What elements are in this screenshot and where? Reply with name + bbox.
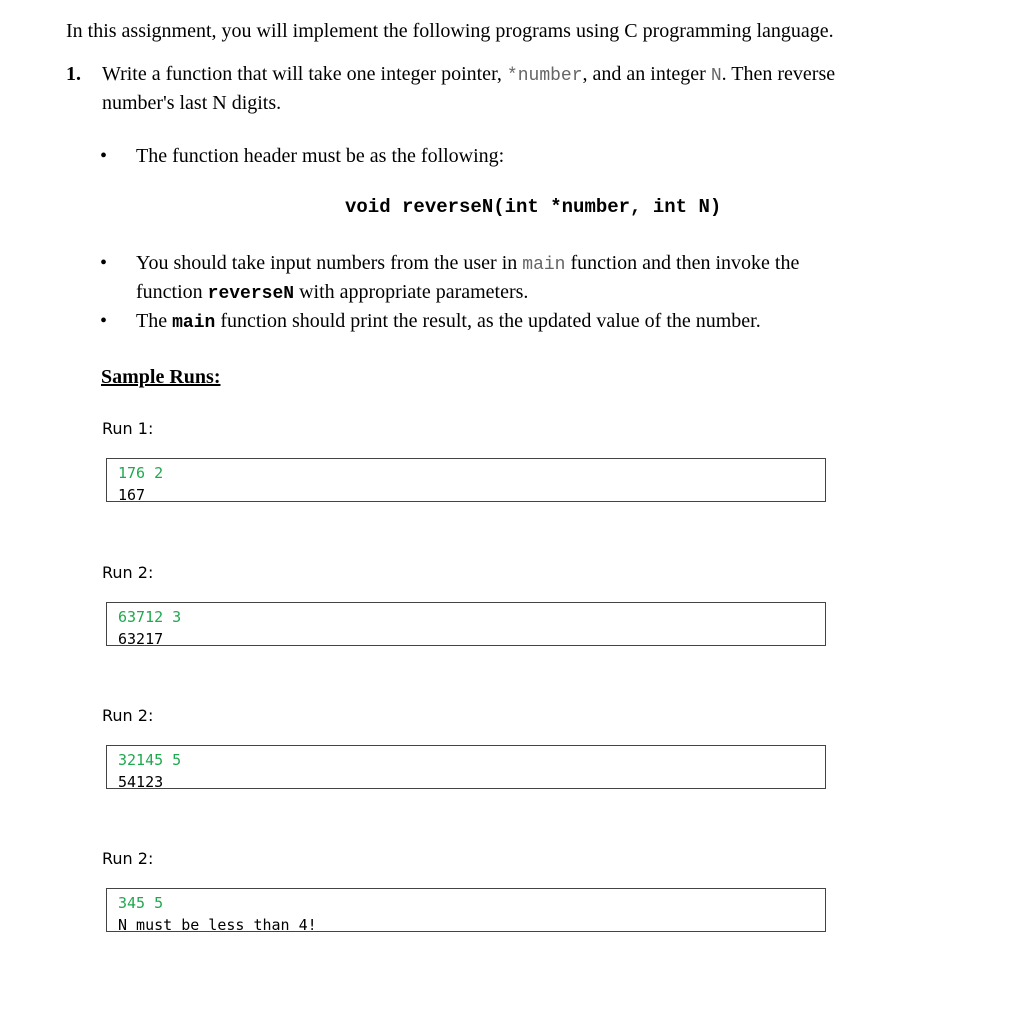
run-2-input: 63712 3 (118, 608, 182, 626)
bullet-3-text-2: function should print the result, as the updated value of the number. (215, 310, 761, 332)
run-3-input: 32145 5 (118, 751, 182, 769)
bullet-3-marker: • (100, 310, 108, 332)
run-4-output: N must be less than 4! (118, 916, 317, 934)
intro-text: In this assignment, you will implement the following programs using C programming language. (66, 20, 834, 42)
bullet-3-text-1: The (136, 310, 173, 332)
sample-runs-title: Sample Runs: (101, 366, 221, 388)
run-2-output: 63217 (118, 630, 164, 648)
task-text-3: . Then reverse (721, 63, 836, 85)
bullet-1-marker: • (100, 145, 108, 167)
bullet-3-line (136, 307, 761, 338)
run-1-output: 167 (118, 486, 146, 504)
run-1-box (106, 458, 826, 502)
task-line-1 (102, 60, 835, 91)
code-n: N (710, 66, 722, 86)
bullet-2-text-4: with appropriate parameters. (294, 281, 529, 303)
run-4-label: Run 2: (102, 849, 154, 868)
run-1-label: Run 1: (102, 419, 154, 438)
bullet-2-text-1: You should take input numbers from the user in (136, 252, 523, 274)
run-2-label: Run 2: (102, 563, 154, 582)
bullet-1-text: The function header must be as the following: (136, 145, 505, 167)
bullet-2-line-1 (136, 249, 799, 280)
bullet-2-text-3: function (136, 281, 208, 303)
run-1-input: 176 2 (118, 464, 164, 482)
run-3-box (106, 745, 826, 789)
bullet-2-marker: • (100, 252, 108, 274)
task-line-2: number's last N digits. (102, 92, 282, 114)
bullet-2-line-2 (136, 278, 528, 309)
code-number-pointer: *number (506, 66, 583, 86)
code-reversen: reverseN (207, 284, 295, 304)
run-3-label: Run 2: (102, 706, 154, 725)
run-3-output: 54123 (118, 773, 164, 791)
task-text-1: Write a function that will take one integer pointer, (102, 63, 507, 85)
task-text-2: , and an integer (582, 63, 711, 85)
code-main: main (522, 255, 566, 275)
run-4-box (106, 888, 826, 932)
run-4-input: 345 5 (118, 894, 164, 912)
function-header-code: void reverseN(int *number, int N) (345, 196, 722, 218)
task-number: 1. (66, 63, 81, 85)
run-2-box (106, 602, 826, 646)
code-main-bold: main (172, 313, 216, 333)
bullet-2-text-2: function and then invoke the (565, 252, 800, 274)
